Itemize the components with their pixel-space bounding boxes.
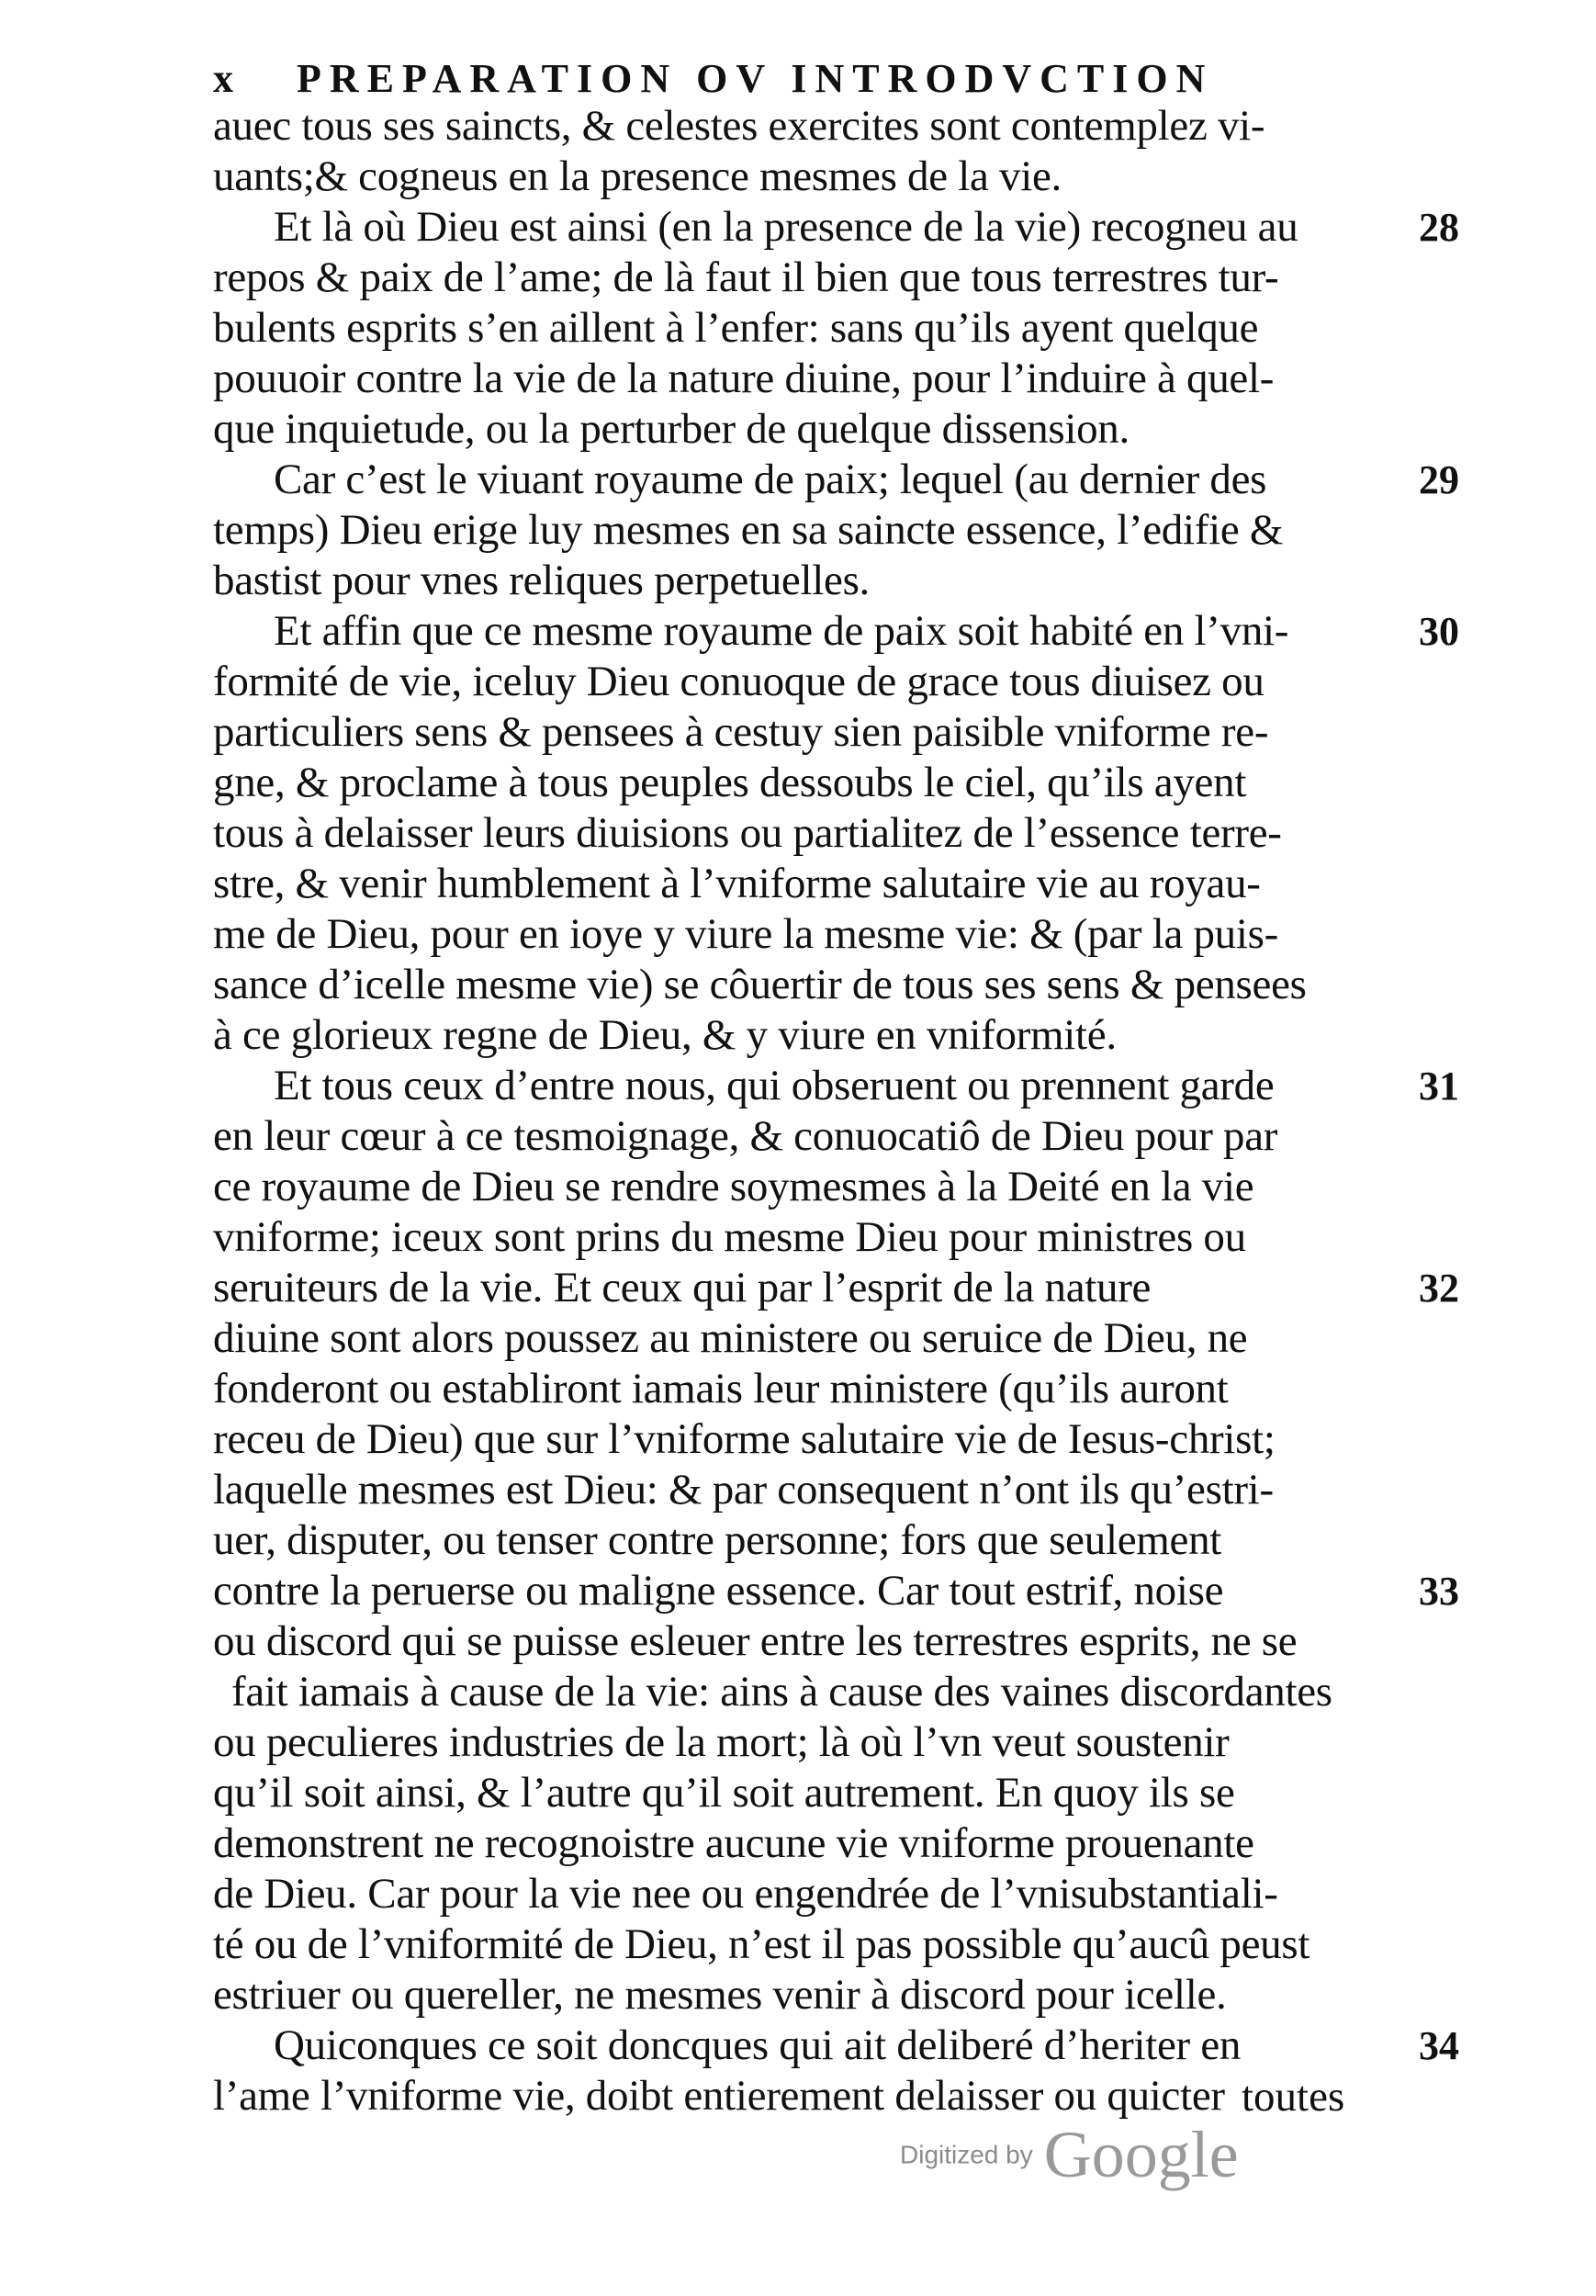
running-title: PREPARATION OV INTRODVCTION — [297, 56, 1214, 101]
text-line: auec tous ses saincts, & celestes exercites sont contemplez vi- — [213, 102, 1265, 150]
text-line: contre la peruerse ou maligne essence. Car tout estrif, noise — [213, 1567, 1224, 1615]
text-line: ou peculieres industries de la mort; là où l’vn veut soustenir — [213, 1718, 1230, 1766]
text-line: vniforme; iceux sont prins du mesme Dieu pour ministres ou — [213, 1213, 1246, 1261]
text-line: particuliers sens & pensees à cestuy sien paisible vniforme re- — [213, 708, 1269, 756]
text-line: uer, disputer, ou tenser contre personne; fors que seulement — [213, 1516, 1222, 1564]
text-line: Quiconques ce soit doncques qui ait deliberé d’heriter en — [274, 2021, 1242, 2069]
text-line: gne, & proclame à tous peuples dessoubs le ciel, qu’ils ayent — [213, 759, 1247, 806]
text-line: diuine sont alors poussez au ministere ou seruice de Dieu, ne — [213, 1314, 1248, 1362]
text-line: que inquietude, ou la perturber de quelque dissension. — [213, 405, 1130, 453]
text-line: Et tous ceux d’entre nous, qui obseruent ou prennent garde — [274, 1062, 1275, 1109]
text-line: de Dieu. Car pour la vie nee ou engendrée de l’vnisubstantiali- — [213, 1870, 1278, 1918]
google-logo: Google — [1043, 2118, 1239, 2191]
verse-number: 29 — [1419, 457, 1459, 502]
text-line: pouuoir contre la vie de la nature diuine, pour l’induire à quel- — [213, 355, 1275, 402]
text-line: temps) Dieu erige luy mesmes en sa saincte essence, l’edifie & — [213, 506, 1284, 554]
text-line: sance d’icelle mesme vie) se côuertir de tous ses sens & pensees — [213, 961, 1307, 1008]
catchword: toutes — [1242, 2073, 1345, 2121]
text-line: fonderont ou establiront iamais leur ministere (qu’ils auront — [213, 1365, 1229, 1412]
text-line: demonstrent ne recognoistre aucune vie vniforme prouenante — [213, 1819, 1254, 1867]
text-line: à ce glorieux regne de Dieu, & y viure en vniformité. — [213, 1011, 1117, 1059]
text-line: bulents esprits s’en aillent à l’enfer: sans qu’ils ayent quelque — [213, 304, 1259, 352]
text-line: l’ame l’vniforme vie, doibt entierement delaisser ou quicter — [213, 2072, 1225, 2120]
verse-number: 31 — [1419, 1064, 1459, 1109]
folio-number: x — [213, 56, 242, 101]
text-line: uants;& cogneus en la presence mesmes de la vie. — [213, 152, 1062, 200]
text-line: laquelle mesmes est Dieu: & par consequent n’ont ils qu’estri- — [213, 1466, 1274, 1514]
text-line: ou discord qui se puisse esleuer entre les terrestres esprits, ne se — [213, 1617, 1298, 1665]
text-line: seruiteurs de la vie. Et ceux qui par l’esprit de la nature — [213, 1264, 1152, 1311]
text-line: Car c’est le viuant royaume de paix; lequel (au dernier des — [274, 456, 1267, 503]
text-line: receu de Dieu) que sur l’vniforme salutaire vie de Iesus-christ; — [213, 1415, 1276, 1463]
text-line: bastist pour vnes reliques perpetuelles. — [213, 557, 871, 604]
running-header — [213, 55, 1242, 102]
text-line: tous à delaisser leurs diuisions ou partialitez de l’essence terre- — [213, 809, 1282, 857]
verse-number: 34 — [1419, 2023, 1459, 2068]
text-line: Et affin que ce mesme royaume de paix soit habité en l’vni- — [274, 607, 1289, 655]
text-line: qu’il soit ainsi, & l’autre qu’il soit autrement. En quoy ils se — [213, 1769, 1235, 1817]
text-line: en leur cœur à ce tesmoignage, & conuocatiô de Dieu pour par — [213, 1112, 1278, 1160]
digitized-by-watermark — [900, 2117, 1239, 2193]
text-line: repos & paix de l’ame; de là faut il bien que tous terrestres tur- — [213, 253, 1279, 301]
text-line: ce royaume de Dieu se rendre soymesmes à la Deité en la vie — [213, 1163, 1254, 1210]
text-line: me de Dieu, pour en ioye y viure la mesme vie: & (par la puis- — [213, 910, 1278, 958]
verse-number: 30 — [1419, 609, 1459, 654]
verse-number: 28 — [1419, 205, 1459, 250]
text-line: formité de vie, iceluy Dieu conuoque de grace tous diuisez ou — [213, 658, 1264, 705]
verse-number: 33 — [1419, 1569, 1459, 1614]
digitized-by-text: Digitized by — [900, 2140, 1033, 2169]
text-line: fait iamais à cause de la vie: ains à cause des vaines discordantes — [231, 1668, 1332, 1716]
text-line: Et là où Dieu est ainsi (en la presence de la vie) recogneu au — [274, 203, 1298, 251]
text-line: stre, & venir humblement à l’vniforme salutaire vie au royau- — [213, 860, 1261, 907]
verse-number: 32 — [1419, 1266, 1459, 1311]
text-line: estriuer ou quereller, ne mesmes venir à discord pour icelle. — [213, 1971, 1227, 2019]
text-line: té ou de l’vniformité de Dieu, n’est il pas possible qu’aucû peust — [213, 1920, 1310, 1968]
